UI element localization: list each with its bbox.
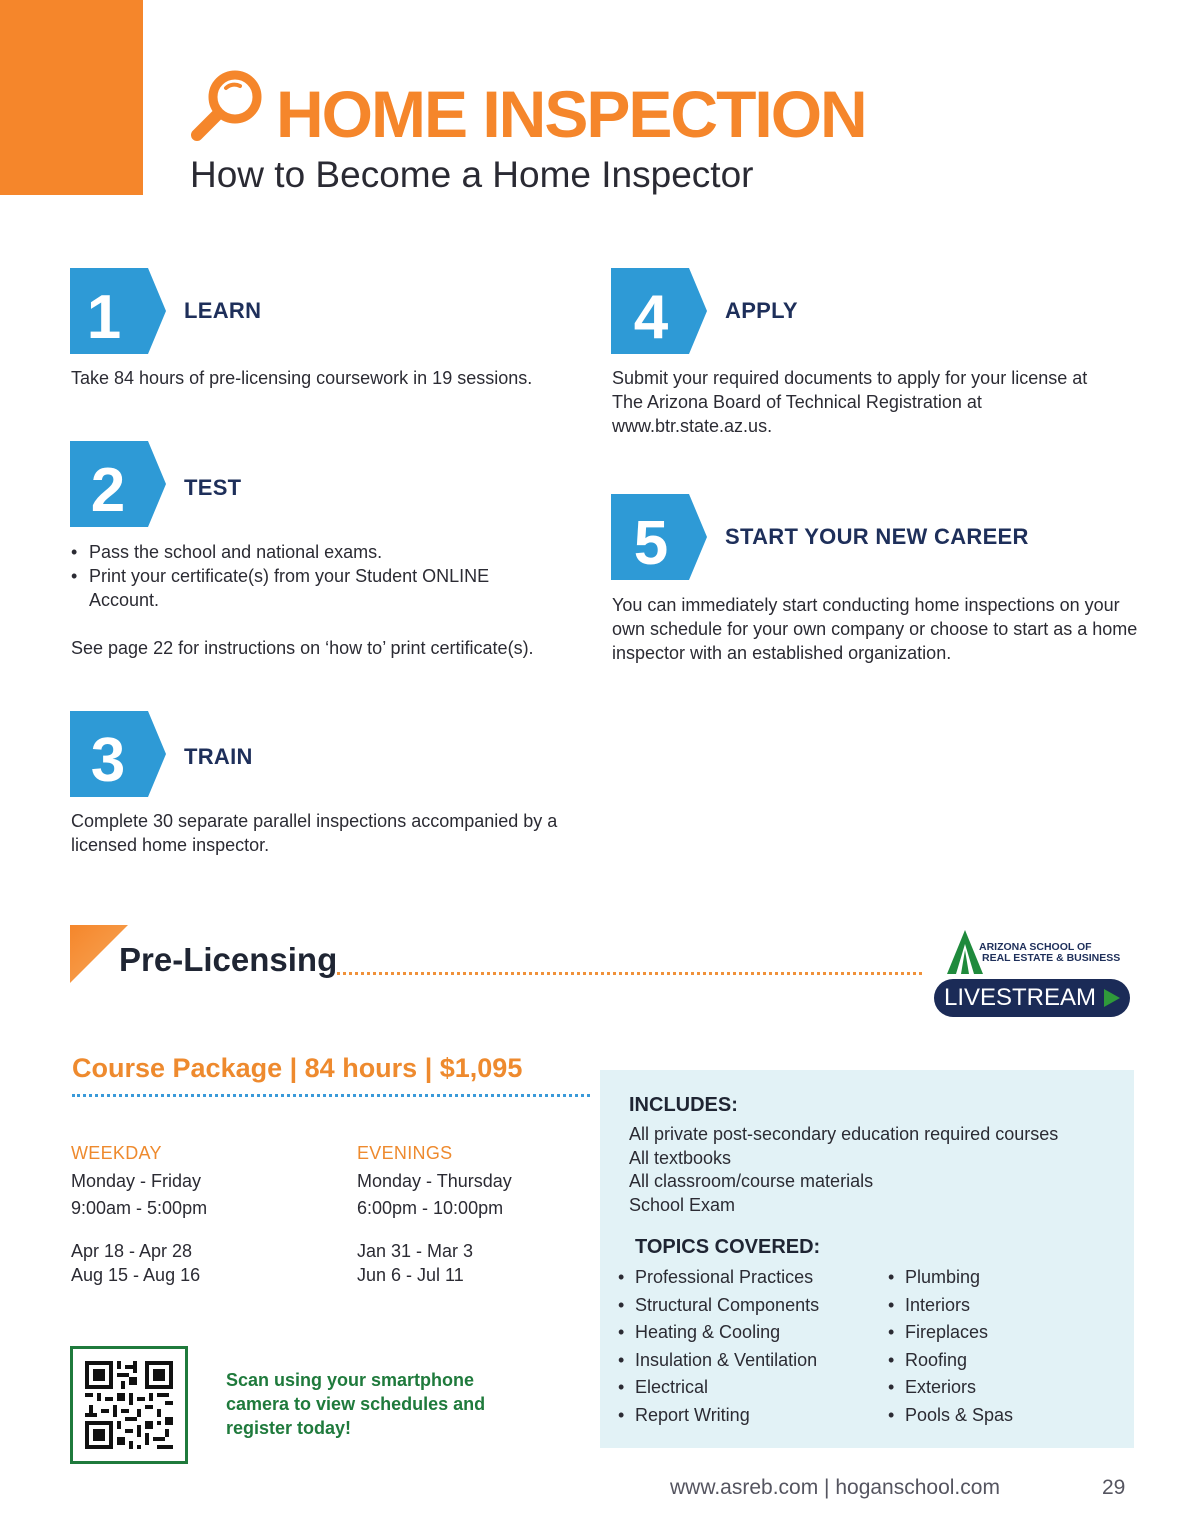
qr-code[interactable] (70, 1346, 188, 1464)
step-3-badge (70, 711, 166, 797)
includes-heading: INCLUDES: (629, 1094, 738, 1116)
page-title: HOME INSPECTION (276, 77, 866, 151)
evenings-date: Jan 31 - Mar 3 (357, 1241, 474, 1261)
scan-text-line: register today! (226, 1418, 352, 1438)
step-3-number: 3 (90, 726, 126, 795)
livestream-label: LIVESTREAM (943, 984, 1097, 1011)
weekday-days: Monday - Friday (71, 1171, 202, 1191)
topic-item: • Professional Practices (618, 1264, 819, 1292)
page-subtitle: How to Become a Home Inspector (190, 154, 754, 195)
weekday-date: Apr 18 - Apr 28 (71, 1241, 193, 1261)
topic-item: • Roofing (888, 1347, 1013, 1375)
topic-item: • Pools & Spas (888, 1402, 1013, 1430)
step-4-title: APPLY (725, 298, 798, 323)
qr-code-icon (85, 1361, 173, 1449)
step-5-number: 5 (633, 509, 669, 578)
step-2-bullets (71, 540, 561, 612)
prelicensing-heading: Pre-Licensing (119, 941, 338, 978)
includes-item: All private post-secondary education required courses (629, 1124, 1059, 1144)
step-4-text: Submit your required documents to apply for your license at The Arizona Board of Technical Registration at www.btr.state.az.us. (612, 368, 1088, 436)
dotted-divider (337, 972, 922, 975)
step-5-badge (611, 494, 707, 580)
step-4-number: 4 (633, 283, 669, 352)
step-3-title: TRAIN (184, 744, 253, 769)
step-5-text: You can immediately start conducting home inspections on your own schedule for your own company or choose to start as a home inspector with an established organization. (612, 595, 1138, 663)
course-package-heading: Course Package | 84 hours | $1,095 (72, 1053, 523, 1083)
weekday-label: WEEKDAY (71, 1143, 162, 1163)
includes-item: All textbooks (629, 1147, 732, 1168)
play-icon (1104, 989, 1120, 1007)
topic-item: • Structural Components (618, 1292, 819, 1320)
topics-heading: TOPICS COVERED: (635, 1236, 821, 1258)
evenings-label: EVENINGS (357, 1143, 453, 1163)
evenings-date: Jun 6 - Jul 11 (357, 1265, 464, 1285)
topic-item: • Interiors (888, 1292, 1013, 1320)
header-orange-block (0, 0, 143, 195)
topic-item: • Plumbing (888, 1264, 1013, 1292)
step-2-bullet: • Pass the school and national exams. (71, 540, 561, 564)
step-5-title: START YOUR NEW CAREER (725, 524, 1029, 549)
page-number: 29 (1102, 1476, 1126, 1499)
topic-item: • Exteriors (888, 1374, 1013, 1402)
topic-item: • Report Writing (618, 1402, 819, 1430)
livestream-button[interactable] (934, 979, 1130, 1017)
includes-item: School Exam (629, 1194, 736, 1215)
step-1-text: Take 84 hours of pre-licensing coursework in 19 sessions. (71, 368, 533, 388)
step-3-text: Complete 30 separate parallel inspections accompanied by a licensed home inspector. (71, 811, 558, 855)
topic-item: • Insulation & Ventilation (618, 1347, 819, 1375)
step-2-number: 2 (90, 456, 126, 525)
topic-item: • Electrical (618, 1374, 819, 1402)
logo-text-line1: ARIZONA SCHOOL OF (979, 941, 1092, 953)
includes-list (629, 1123, 1058, 1217)
topics-list-left (618, 1264, 819, 1429)
scan-text-line: Scan using your smartphone (226, 1370, 475, 1390)
scan-text-line: camera to view schedules and (226, 1394, 486, 1414)
topics-list-right (888, 1264, 1013, 1429)
step-1-title: LEARN (184, 298, 262, 323)
evenings-days: Monday - Thursday (357, 1171, 512, 1191)
topic-item: • Heating & Cooling (618, 1319, 819, 1347)
step-4-badge (611, 268, 707, 354)
dotted-divider (72, 1094, 590, 1097)
includes-item: All classroom/course materials (629, 1171, 874, 1191)
step-1-number: 1 (86, 283, 122, 352)
step-2-bullet: • Print your certificate(s) from your Student ONLINE Account. (71, 564, 561, 612)
logo-text-line2: REAL ESTATE & BUSINESS (982, 952, 1121, 964)
step-2-title: TEST (184, 475, 242, 500)
topic-item: • Fireplaces (888, 1319, 1013, 1347)
step-2-badge (70, 441, 166, 527)
step-2-note: See page 22 for instructions on ‘how to’ print certificate(s). (71, 638, 534, 658)
step-1-badge (70, 268, 166, 354)
evenings-hours: 6:00pm - 10:00pm (357, 1198, 504, 1218)
footer-url[interactable]: www.asreb.com | hoganschool.com (670, 1476, 1000, 1499)
weekday-hours: 9:00am - 5:00pm (71, 1198, 208, 1218)
magnifier-icon (188, 66, 268, 146)
weekday-date: Aug 15 - Aug 16 (71, 1265, 201, 1285)
